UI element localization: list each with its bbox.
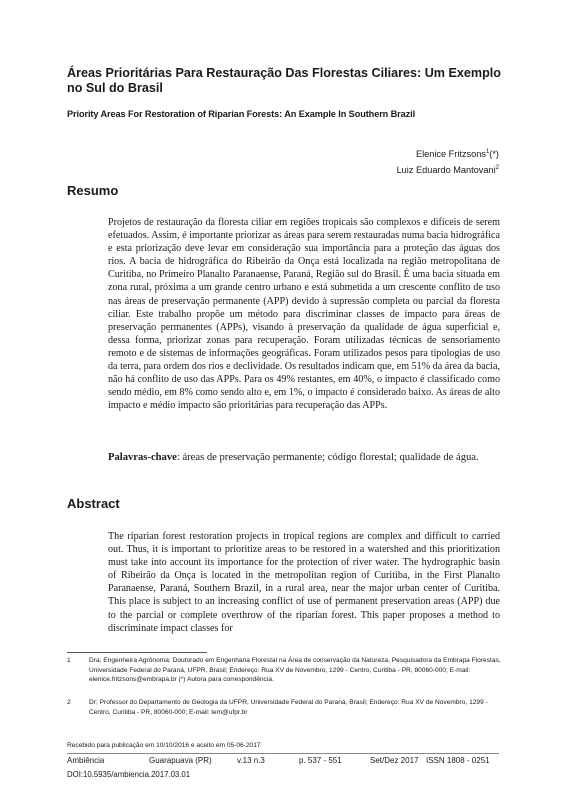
footnote-2 xyxy=(67,698,507,717)
resumo-heading: Resumo xyxy=(67,183,119,198)
journal-name: Ambiência xyxy=(67,756,105,765)
footer-divider xyxy=(67,753,499,754)
author-2 xyxy=(397,162,499,176)
journal-footer xyxy=(67,756,499,768)
author-1 xyxy=(416,146,499,160)
keywords-label: Palavras-chave xyxy=(108,452,177,463)
author-name: Elenice Fritzsons xyxy=(416,149,486,159)
keywords xyxy=(108,451,500,465)
abstract-body: The riparian forest restoration projects in tropical regions are complex and difficult to carried out. Thus, it is important to prioritize areas to be restored in a watershed and this prioritization must take into account its importance for the protection of river water. The hydrographic basin of Ribeirão da Onça is located in the metropolitan region of Curitiba, in the First Planalto Paranaense, Paraná, Southern Brazil, in a rural area, near the major urban center of Curitiba. This place is subject to an increasing conflict of use of permanent preservation areas (APP) due to the parcial or complete overthrow of the riparian forest. This paper proposes a method to discriminate impact classes for xyxy=(108,531,500,634)
author-affiliation-mark: 1 xyxy=(485,149,490,155)
journal-pages: p. 537 - 551 xyxy=(299,756,342,765)
title-english: Priority Areas For Restoration of Riparian Forests: An Example In Southern Brazil xyxy=(67,109,416,119)
author-name: Luiz Eduardo Mantovani xyxy=(396,165,496,175)
journal-issn: ISSN 1808 - 0251 xyxy=(426,756,490,765)
footnote-1 xyxy=(67,656,507,685)
abstract-heading: Abstract xyxy=(67,496,120,511)
footnote-divider xyxy=(67,652,207,653)
footnote-number: 2 xyxy=(67,699,71,706)
footnote-number: 1 xyxy=(67,657,71,664)
journal-date: Set/Dez 2017 xyxy=(370,756,419,765)
received-date: Recebido para publicação em 10/10/2016 e aceito em 05-06-2017 xyxy=(67,742,261,749)
resumo-body: Projetos de restauração da floresta ciliar em regiões tropicais são complexos e difíceis de serem efetuados. Assim, é importante priorizar as áreas para serem restauradas numa bacia hidrográfica e esta priorização deve levar em consideração sua importância para a proteção das águas dos rios. A bacia de hidrográfica do Ribeirão da Onça está localizada na região metropolitana de Curitiba, no Primeiro Planalto Paranaense, Paraná, Região sul do Brasil. É uma bacia situada em zona rural, próxima a um grande centro urbano e está submetida a um crescente conflito de uso nas áreas de preservação permanente (APP) devido à supressão completa ou parcial da floresta ciliar. Este trabalho propõe um método para discriminar classes de impacto para áreas de preservação permanentes (APPs), visando à preservação da qualidade de água superficial e, dessa forma, priorizar zonas para recuperação. Foram utilizadas técnicas de sensoriamento remoto e de sistemas de informações geográficas. Foram utilizados pesos para tipologias de uso da terra, para ordem dos rios e declividade. Os resultados indicam que, em 51% da área da bacia, não há conflito de uso das APPs. Para os 49% restantes, em 40%, o impacto é classificado como sendo médio, em 8% como sendo alto e, em 1%, o impacto é considerado baixo. As áreas de alto impacto e médio impacto são prioritárias para recuperação das APPs. xyxy=(108,217,500,412)
keywords-text: : áreas de preservação permanente; código florestal; qualidade de água. xyxy=(176,452,479,463)
journal-place: Guarapuava (PR) xyxy=(149,756,212,765)
footnote-text: Dra; Engenheira Agrônoma; Doutorado em Engenharia Florestal na Área de conservação da Natureza, Pesquisadora da Embrapa Florestas, Universidade Federal do Paraná, UFPR, Brasil; Endereço: Rua XV de Novembro, 1299 - Centro, Curitiba - PR, 80060-000; E-mail: elenice.fritzsons@embrapa.br (*) Autora para correspondência. xyxy=(89,657,501,683)
footnote-text: Dr; Professor do Departamento de Geologia da UFPR, Universidade Federal do Paraná, Brasil; Endereço: Rua XV de Novembro, 1299 - Centro, Curitiba - PR, 80060-000; E-mail: lem@ufpr.br xyxy=(89,699,488,716)
doi: DOI:10.5935/ambiencia.2017.03.01 xyxy=(67,770,191,779)
title-portuguese: Áreas Prioritárias Para Restauração Das Florestas Ciliares: Um Exemplo no Sul do Brasil xyxy=(67,66,501,95)
author-affiliation-mark: 2 xyxy=(495,165,499,171)
journal-volume: v.13 n.3 xyxy=(237,756,265,765)
author-corresponding-mark: (*) xyxy=(489,149,499,159)
